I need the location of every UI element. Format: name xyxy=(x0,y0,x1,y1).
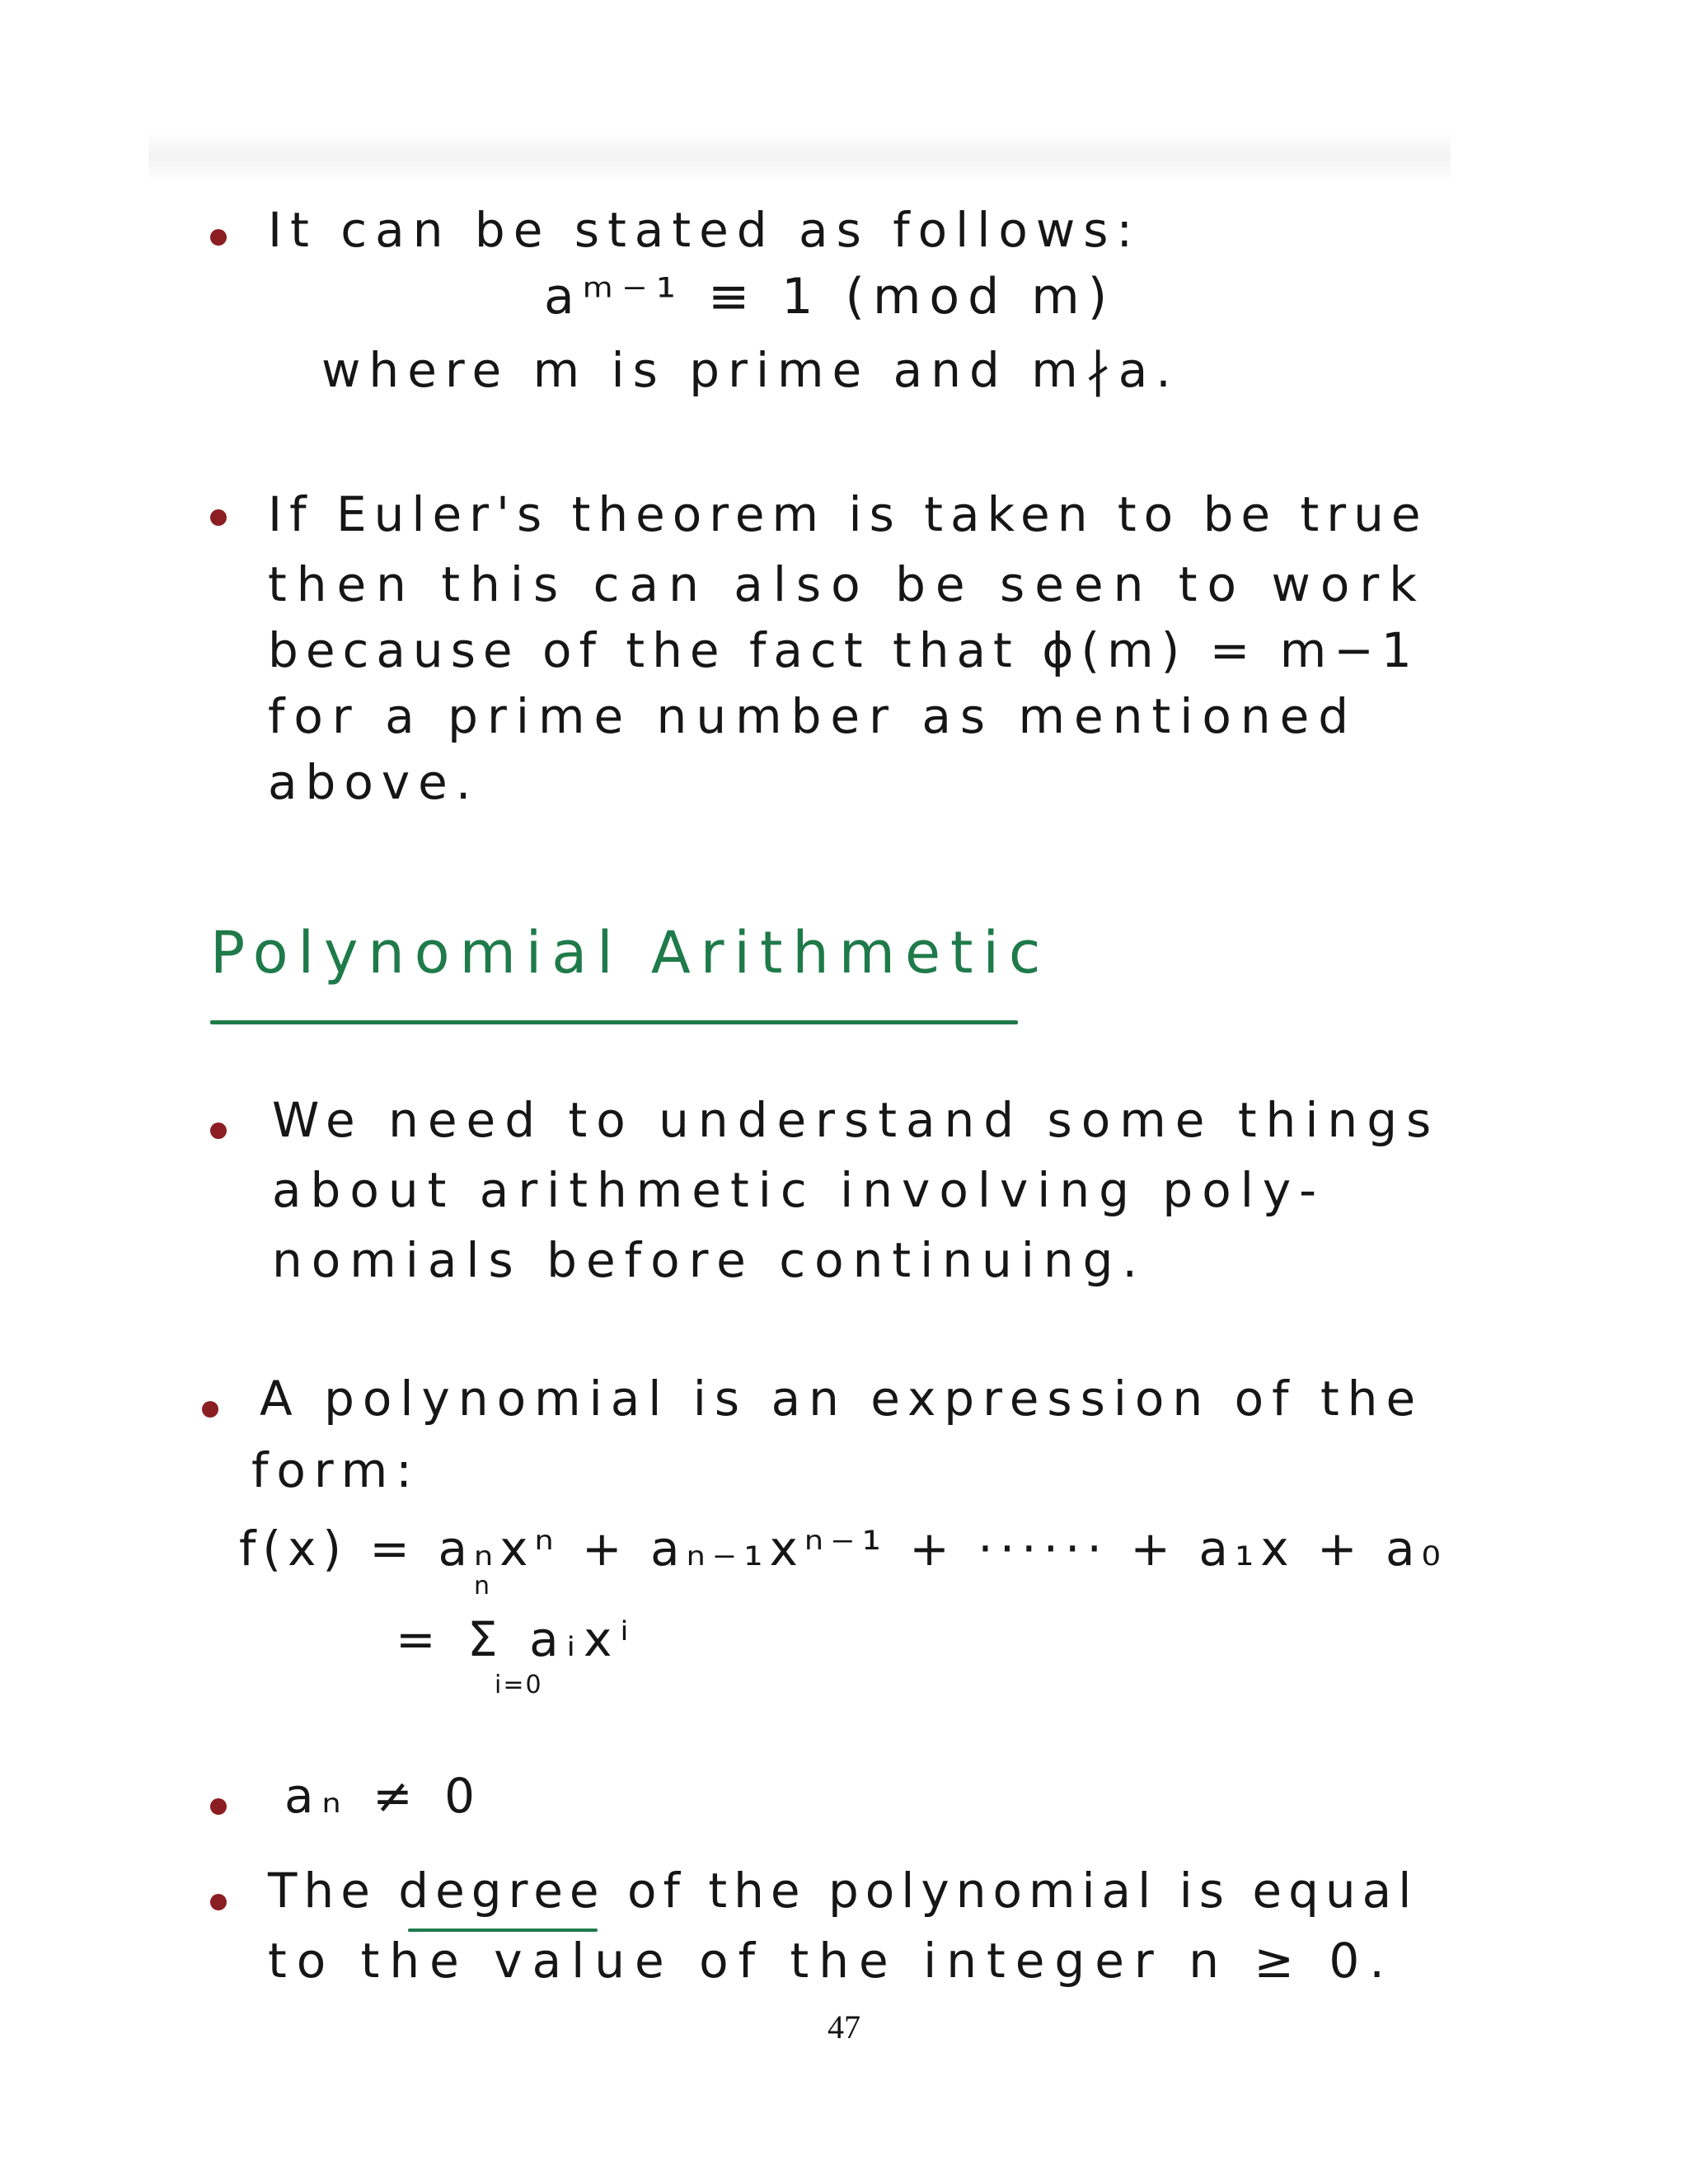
euler-line: then this can also be seen to work xyxy=(268,556,1427,612)
degree-underline xyxy=(408,1929,598,1932)
sum-lower-limit: i=0 xyxy=(495,1671,543,1699)
bullet xyxy=(202,1401,218,1418)
bullet xyxy=(210,1894,227,1910)
fermat-equation: aᵐ⁻¹ ≡ 1 (mod m) xyxy=(544,268,1116,326)
euler-line: above. xyxy=(268,754,480,810)
leading-coefficient-condition: aₙ ≠ 0 xyxy=(284,1768,484,1824)
degree-line: to the value of the integer n ≥ 0. xyxy=(268,1933,1395,1989)
definition-line: form: xyxy=(251,1442,420,1498)
sum-equation: = Σ aᵢxⁱ xyxy=(396,1611,637,1667)
euler-line: for a prime number as mentioned xyxy=(268,688,1358,744)
euler-line: because of the fact that ϕ(m) = m−1 xyxy=(268,622,1419,678)
intro-line: We need to understand some things xyxy=(272,1092,1441,1148)
page-number: 47 xyxy=(828,2008,860,2046)
bullet xyxy=(210,509,227,526)
scan-smudge xyxy=(148,132,1451,181)
statement-line: It can be stated as follows: xyxy=(268,202,1142,258)
polynomial-equation: f(x) = aₙxⁿ + aₙ₋₁xⁿ⁻¹ + ······ + a₁x + a₀ xyxy=(239,1521,1447,1577)
heading-underline xyxy=(210,1020,1018,1024)
degree-line: The degree of the polynomial is equal xyxy=(268,1863,1418,1919)
definition-line: A polynomial is an expression of the xyxy=(260,1371,1424,1427)
intro-line: about arithmetic involving poly- xyxy=(272,1162,1326,1218)
bullet xyxy=(210,1798,227,1815)
sum-upper-limit: n xyxy=(474,1572,490,1601)
intro-line: nomials before continuing. xyxy=(272,1232,1146,1288)
euler-line: If Euler's theorem is taken to be true xyxy=(268,486,1428,542)
section-heading: Polynomial Arithmetic xyxy=(210,919,1051,987)
bullet xyxy=(210,1122,227,1139)
bullet xyxy=(210,229,227,246)
condition-line: where m is prime and m∤a. xyxy=(321,342,1179,398)
